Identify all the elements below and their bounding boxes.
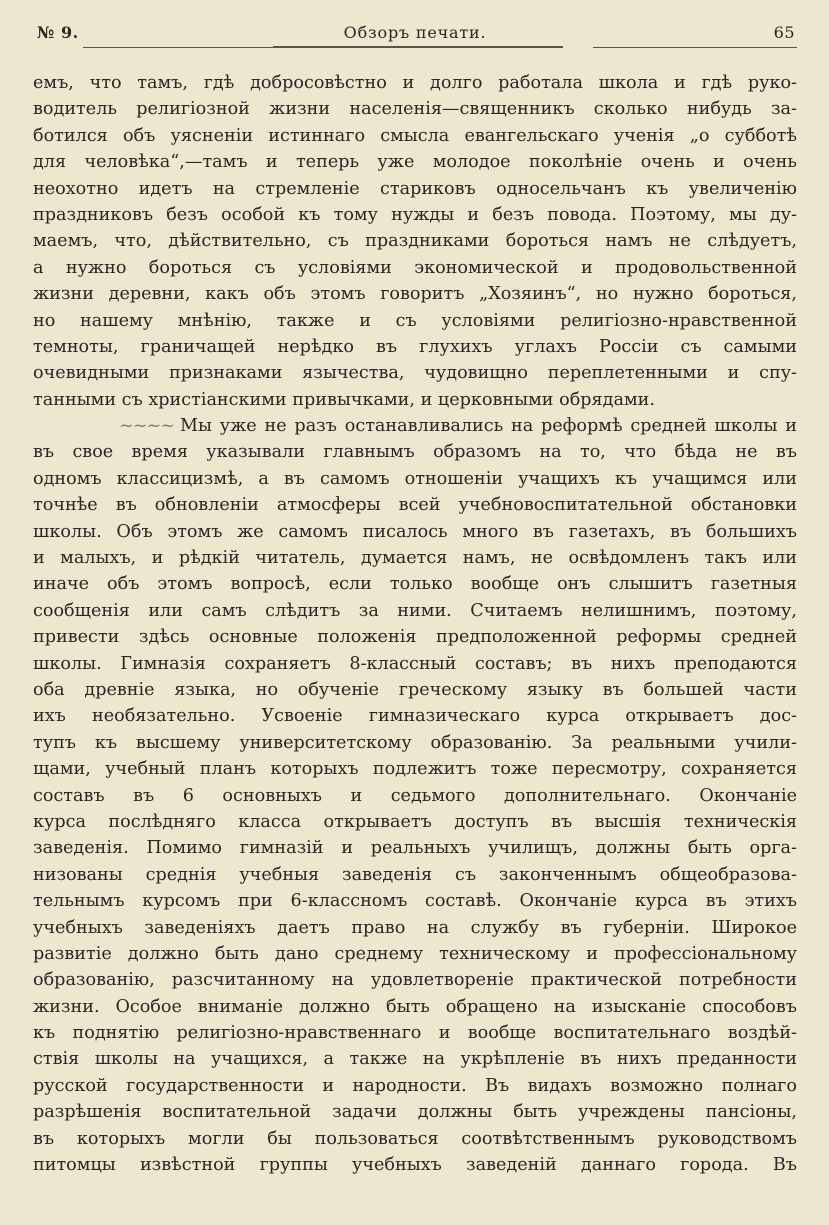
text-line: маемъ, что, дѣйствительно, съ праздниками бороться намъ не слѣдуетъ, <box>33 231 797 252</box>
text-line: въ свое время указывали главнымъ образомъ на то, что бѣда не въ <box>33 442 797 463</box>
text-line: тупъ къ высшему университетскому образованію. За реальными учили- <box>33 732 797 753</box>
text-line: одномъ классицизмѣ, а въ самомъ отношеніи учащихъ къ учащимся или <box>33 468 797 489</box>
text-line: школы. Объ этомъ же самомъ писалось много въ газетахъ, въ большихъ <box>33 521 797 542</box>
text-line: въ которыхъ могли бы пользоваться соотвѣтственнымъ руководствомъ <box>33 1128 797 1149</box>
text-line: составъ въ 6 основныхъ и седьмого дополнительнаго. Окончаніе <box>33 785 797 806</box>
header-rule-left <box>83 47 303 48</box>
text-line: привести здѣсь основные положенія предположенной реформы средней <box>33 627 797 648</box>
text-line: жизни деревни, какъ объ этомъ говоритъ „Хозяинъ“, но нужно бороться, <box>33 284 797 305</box>
text-line: жизни. Особое вниманіе должно быть обращено на изысканіе способовъ <box>33 996 797 1017</box>
text-line: ботился объ уясненіи истиннаго смысла евангельскаго ученія „о субботѣ <box>33 125 797 146</box>
text-line: для человѣка“,—тамъ и теперь уже молодое поколѣніе очень и очень <box>33 152 797 173</box>
text-line: точнѣе въ обновленіи атмосферы всей учебновоспитательной обстановки <box>33 495 797 516</box>
text-line-content: Мы уже не разъ останавливались на реформѣ средней школы и <box>179 416 797 437</box>
text-line: иначе объ этомъ вопросѣ, если только вообще онъ слышитъ газетныя <box>33 574 797 595</box>
text-line: школы. Гимназія сохраняетъ 8-классный составъ; въ нихъ преподаются <box>33 653 797 674</box>
issue-number: № 9. <box>37 23 79 42</box>
text-line: заведенія. Помимо гимназій и реальныхъ училищъ, должны быть орга- <box>33 838 797 859</box>
text-line: курса послѣдняго класса открываетъ доступъ въ высшія техническія <box>33 811 797 832</box>
text-line: тельнымъ курсомъ при 6-классномъ составѣ. Окончаніе курса въ этихъ <box>33 891 797 912</box>
text-line: ствія школы на учащихся, а также на укрѣпленіе въ нихъ преданности <box>33 1049 797 1070</box>
paragraph-1 <box>33 70 797 413</box>
page-number: 65 <box>773 23 795 42</box>
text-line: и малыхъ, и рѣдкій читатель, думается намъ, не освѣдомленъ такъ или <box>33 548 797 569</box>
text-line: къ поднятію религіозно-нравственнаго и вообще воспитательнаго воздѣй- <box>33 1023 797 1044</box>
text-line: учебныхъ заведеніяхъ даетъ право на службу въ губерніи. Широкое <box>33 917 797 938</box>
text-line: темноты, граничащей нерѣдко въ глухихъ углахъ Россіи съ самыми <box>33 336 797 357</box>
text-line: неохотно идетъ на стремленіе стариковъ односельчанъ къ увеличенію <box>33 178 797 199</box>
text-line: праздниковъ безъ особой къ тому нужды и безъ повода. Поэтому, мы ду- <box>33 204 797 225</box>
text-line: танными съ христіанскими привычками, и церковными обрядами. <box>33 389 655 410</box>
text-line: развитіе должно быть дано среднему техническому и профессіональному <box>33 943 797 964</box>
text-line: разрѣшенія воспитательной задачи должны быть учреждены пансіоны, <box>33 1102 797 1123</box>
running-title: Обзоръ печати. <box>343 23 487 42</box>
text-line: а нужно бороться съ условіями экономической и продовольственной <box>33 257 797 278</box>
text-line: русской государственности и народности. Въ видахъ возможно полнаго <box>33 1075 797 1096</box>
article-body <box>33 70 797 1178</box>
page-header <box>33 20 797 48</box>
text-line: ихъ необязательно. Усвоеніе гимназическаго курса открываетъ дос- <box>33 706 797 727</box>
text-line: оба древніе языка, но обученіе греческому языку въ большей части <box>33 679 797 700</box>
paragraph-2 <box>33 413 797 1178</box>
text-line: очевидными признаками язычества, чудовищно переплетенными и спу- <box>33 363 797 384</box>
text-line: питомцы извѣстной группы учебныхъ заведеній даннаго города. Въ <box>33 1155 797 1176</box>
header-rule-right <box>593 47 797 48</box>
paragraph-marker: ~~~~ <box>119 416 174 437</box>
text-line: сообщенія или самъ слѣдитъ за ними. Считаемъ нелишнимъ, поэтому, <box>33 600 797 621</box>
text-line: щами, учебный планъ которыхъ подлежитъ тоже пересмотру, сохраняется <box>33 759 797 780</box>
header-rule-center <box>273 46 563 48</box>
text-line: образованію, разсчитанному на удовлетвореніе практической потребности <box>33 970 797 991</box>
text-line: емъ, что тамъ, гдѣ добросовѣстно и долго работала школа и гдѣ руко- <box>33 73 797 93</box>
text-line-first <box>33 413 797 439</box>
text-line: водитель религіозной жизни населенія—священникъ сколько нибудь за- <box>33 99 797 120</box>
text-line: но нашему мнѣнію, также и съ условіями религіозно-нравственной <box>33 310 797 331</box>
text-line: низованы среднія учебныя заведенія съ законченнымъ общеобразова- <box>33 864 797 885</box>
